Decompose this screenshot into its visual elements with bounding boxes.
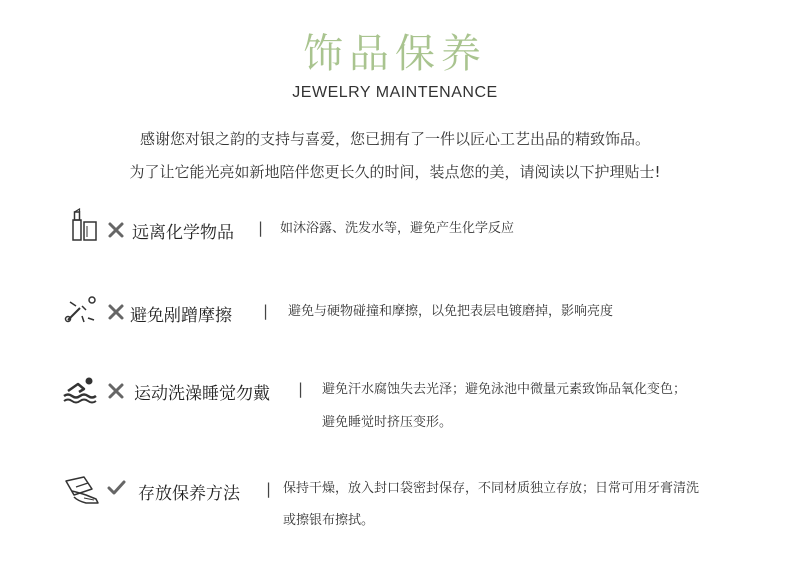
cross-icon bbox=[106, 220, 126, 240]
tip-description: 保持干燥，放入封口袋密封保存，不同材质独立存放；日常可用牙膏清洗 bbox=[283, 481, 700, 496]
intro-line-2: 为了让它能光亮如新地陪伴您更长久的时间，装点您的美，请阅读以下护理贴士! bbox=[129, 163, 661, 181]
tip-description-continued: 或擦银布擦拭。 bbox=[283, 513, 375, 528]
tip-chemicals bbox=[0, 208, 790, 248]
lipstick-perfume-icon bbox=[62, 208, 102, 242]
tip-separator: | bbox=[298, 380, 304, 398]
tip-scratches bbox=[0, 292, 790, 332]
tip-separator: | bbox=[266, 480, 272, 498]
cross-icon bbox=[106, 302, 126, 322]
tip-storage bbox=[0, 473, 790, 528]
tip-separator: | bbox=[263, 302, 269, 320]
tip-description: 避免与硬物碰撞和摩擦，以免把表层电镀磨掉，影响亮度 bbox=[288, 304, 614, 319]
polishing-cloth-icon bbox=[62, 473, 102, 507]
tip-description: 如沐浴露、洗发水等，避免产生化学反应 bbox=[280, 221, 515, 236]
page-subtitle: JEWELRY MAINTENANCE bbox=[292, 84, 498, 101]
tip-heading: 运动洗澡睡觉勿戴 bbox=[134, 384, 270, 404]
check-icon bbox=[106, 478, 126, 498]
page-title: 饰品保养 bbox=[303, 31, 487, 77]
intro-line-1: 感谢您对银之韵的支持与喜爱，您已拥有了一件以匠心工艺出品的精致饰品。 bbox=[139, 130, 650, 148]
tip-separator: | bbox=[258, 219, 264, 237]
tip-activities bbox=[0, 372, 790, 430]
scratch-tool-icon bbox=[62, 292, 102, 326]
tip-heading: 远离化学物品 bbox=[132, 223, 234, 243]
tip-description: 避免汗水腐蚀失去光泽；避免泳池中微量元素致饰品氧化变色； bbox=[322, 382, 687, 397]
cross-icon bbox=[106, 381, 126, 401]
swimmer-icon bbox=[62, 372, 102, 406]
tip-heading: 避免剐蹭摩擦 bbox=[130, 306, 232, 326]
tip-heading: 存放保养方法 bbox=[138, 484, 240, 504]
tip-description-continued: 避免睡觉时挤压变形。 bbox=[322, 415, 453, 430]
